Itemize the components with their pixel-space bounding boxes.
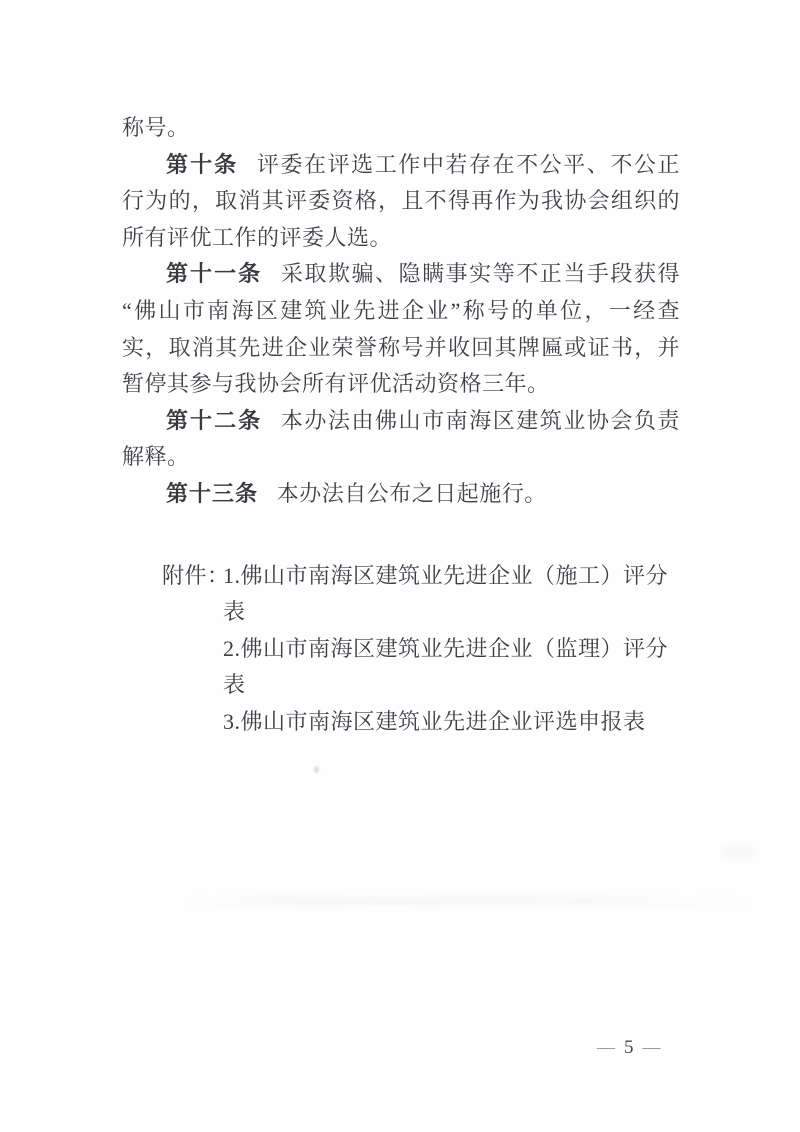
- article-number: 第十三条: [166, 480, 259, 506]
- page-number-value: 5: [624, 1037, 634, 1058]
- document-body: [122, 110, 680, 741]
- page-number-right-dash: —: [642, 1037, 661, 1057]
- scan-smudge: [180, 896, 760, 906]
- page-number: [597, 1036, 661, 1059]
- attachment-item-2: 2.佛山市南海区建筑业先进企业（监理）评分表: [223, 635, 669, 698]
- scan-smudge: [314, 766, 319, 773]
- article-number: 第十二条: [166, 407, 263, 433]
- attachment-item-1: 1.佛山市南海区建筑业先进企业（施工）评分表: [223, 562, 669, 625]
- scan-smudge: [722, 845, 756, 859]
- article-text: 评委在评选工作中若存在不公平、不公正行为的，取消其评委资格，且不得再作为我协会组织的所有评优工作的评委人选。: [122, 151, 680, 250]
- article-text: 采取欺骗、隐瞒事实等不正当手段获得“佛山市南海区建筑业先进企业”称号的单位，一经查实，取消其先进企业荣誉称号并收回其牌匾或证书，并暂停其参与我协会所有评优活动资格三年。: [122, 261, 680, 397]
- page-number-left-dash: —: [597, 1037, 615, 1057]
- attachment-item-3: 3.佛山市南海区建筑业先进企业评选申报表: [223, 708, 646, 734]
- article-paragraph-11: [122, 256, 680, 402]
- article-paragraph-12: [122, 403, 680, 476]
- article-number: 第十条: [166, 151, 239, 177]
- article-paragraph-10: [122, 147, 680, 257]
- article-text: 本办法自公布之日起施行。: [276, 480, 547, 506]
- attachments-label: 附件：: [162, 562, 230, 588]
- paragraph-continuation: 称号。: [122, 115, 190, 140]
- article-number: 第十一条: [166, 261, 263, 287]
- attachments-block: [122, 558, 680, 741]
- article-paragraph-13: [122, 476, 680, 513]
- article-text: 本办法由佛山市南海区建筑业协会负责解释。: [122, 407, 680, 470]
